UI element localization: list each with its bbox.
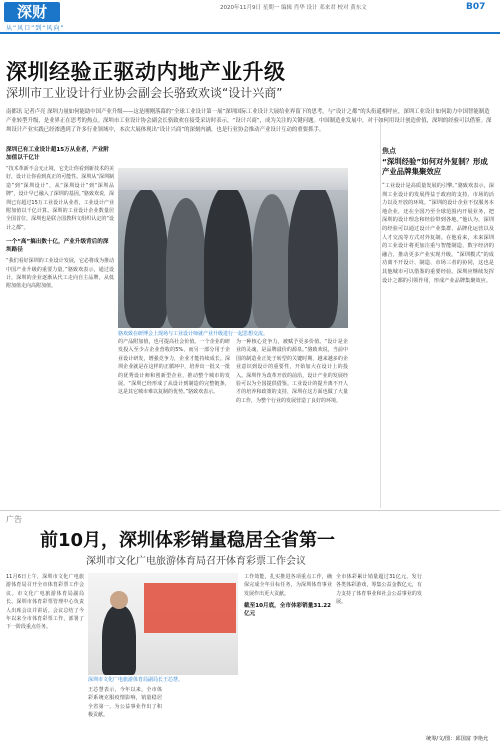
sidebar-body: “工业设计是高质量发展的引擎。”骆致欢表示，深圳工业设计的发展得益于政府的支持、市场的活力以及开放的环境。“深圳的设计企业不仅服务本地企业，还在全国乃至全球范围内开展业务，把深圳的设计理念和经验带到各地。”他认为，深圳的经验可以通过设计产业集群、品牌化运营以及人才交流等方式对外复制。在他看来，未来深圳的工业设计将更加注重与智能制造、数字经济的融合，推动更多产业实现升级。“深圳模式”的成功离不开设计、制造、市场三者的协同，这也是其他城市可以借鉴的重要经验。深圳应继续发挥设计之都的引领作用，形成产业品牌集聚效应。 (382, 183, 494, 284)
sidebar-label: 焦点 (382, 147, 396, 155)
ad-column-subtitle: 截至10月底，全市体彩销量31.22亿元 (244, 603, 332, 618)
main-headline: 深圳经验正驱动内地产业升级 (6, 60, 286, 84)
column-subtitle: 深圳已有工业设计超15万从业者，产业附加值以千亿计 (6, 147, 109, 161)
section-brand-logo: 深财 (4, 2, 60, 22)
page-number: B07 (466, 2, 486, 12)
event-photo (118, 168, 348, 328)
dateline: 2020年11月9日 星期一 编辑 肖华 设计 邓来君 校对 黄东文 (220, 5, 367, 11)
ad-headline: 前10月，深圳体彩销量稳居全省第一 (40, 530, 336, 551)
article-column-2: 的产品附加值，也可提高社会价值。一个企业的研发投入至少占企业营收的5%，而另一部分用于企业设计研发，增强竞争力，企业才能持续成长。深圳企业就是在这样的正循环中，培养出一批又一批的优秀设计师和创新型企业，推动整个城市的发展。“深圳已经形成了从设计到制造的完整链条，这是其它城市难以复制的优势。”骆致欢表示。 (118, 339, 230, 396)
article-column-3: 为一种核心竞争力，被赋予更多价值。“设计是企业的灵魂，是品牌溢价的源泉。”骆致欢说，当前中国的制造业正处于转型的关键时期，越来越多的企业意识到设计的重要性，开始加大在设计上的投入。深圳作为改革开放的前沿，设计产业的发展经验可以为全国提供借鉴。工业设计的提升离不开人才的培养和政策的支持，深圳在这方面也做了大量的工作，为整个行业的发展营造了良好的环境。 (236, 339, 348, 404)
column-subtitle: 一个“高”搞出数十亿，产业升级背后的深圳路径 (6, 239, 109, 254)
sidebar-panel (380, 120, 495, 508)
column-body: “我们看好深圳的工业设计发展，它必将成为推动中国产业升级的重要力量。”骆致欢表示，通过设计，深圳的企业逐渐从代工走向自主品牌，从低附加值走向高附加值。 (6, 258, 114, 290)
ad-column-b: 王芯慧表示，今年以来，全市体彩系统克服疫情影响，销量稳居全省第一，为公益事业作出了积极贡献。 (88, 687, 162, 719)
masthead-rule (0, 32, 500, 34)
ad-column-d: 全市体彩累计销量超过31亿元，发行各类体彩游戏，筹集公益金数亿元，有力支持了体育事业和社会公益事业的发展。 (336, 574, 422, 606)
article-column-1 (6, 146, 114, 291)
ad-column-c (244, 573, 332, 618)
credit-line: 统筹/文/图：邱国富 李艳允 (426, 736, 489, 742)
section-divider (0, 510, 500, 511)
ad-column-body: 工作效能，扎实推进各项重点工作，确保完成全年目标任务，为深圳体育事业发展作出更大贡献。 (244, 574, 332, 597)
main-subhead: 深圳市工业设计行业协会副会长骆致欢谈“设计兴商” (6, 86, 283, 100)
meeting-photo (88, 573, 238, 675)
section-brand-tagline: 从“风口”到“风向” (6, 25, 65, 32)
column-body: “技术革新不会无止境，它先让你看到新技术的美好，设计让你看到真正的可能性。深圳从“深圳制造”到“深圳设计”，从“深圳设计”到“深圳品牌”，设计早已融入了深圳的基因。”骆致欢说，深圳已有超过15万工业设计从业者，工业设计产业附加值以千亿计算。深圳的工业设计企业数量居全国首位，深圳也是联合国教科文组织认定的“设计之都”。 (6, 166, 114, 231)
masthead (0, 0, 500, 34)
photo-caption: 深圳市文化广电旅游体育局副局长王芯慧。 (88, 677, 184, 683)
photo-caption: 骆欢致在研博会上现场与工业设计师就产业升级进行一起思想交流。 (118, 331, 269, 337)
lead-paragraph: 南都讯 记者卢亮 深圳力量如何能助中国产业升级——这是刚刚落幕的“全球工业设计第一展”深圳国际工业设计大展给业界留下的思考。与“设计之都”的头衔遥相呼应，深圳工业设计如何助力中国智能制造产业转型升级，是业界正在思考的热点。深圳市工业设计协会副会长骆致欢在接受采访时表示，“设计兴商”，成为关注的关键问题。中国制造业发展中，对于如何用设计创造价值，深圳的经验可以借鉴。深圳设计产业实践已经渗透到了许多行业领域中，本次大展体现出“设计兴商”的深刻内涵，也是行业协会推动产业设计互动的重要抓手。 (6, 109, 492, 133)
ad-label: 广告 (6, 515, 22, 524)
sidebar-title: “深圳经验”如何对外复制？形成产业品牌集聚效应 (382, 157, 488, 176)
ad-subhead: 深圳市文化广电旅游体育局召开体育彩票工作会议 (86, 556, 306, 567)
ad-lead-column: 11月6日上午，深圳市文化广电旅游体育局召开全市体育彩票工作会议。市文化广电旅游体育局副局长、深圳市体育彩票管理中心负责人出席会议并讲话。会议总结了今年以来全市体育彩票工作，部署了下一阶段重点任务。 (6, 574, 84, 631)
